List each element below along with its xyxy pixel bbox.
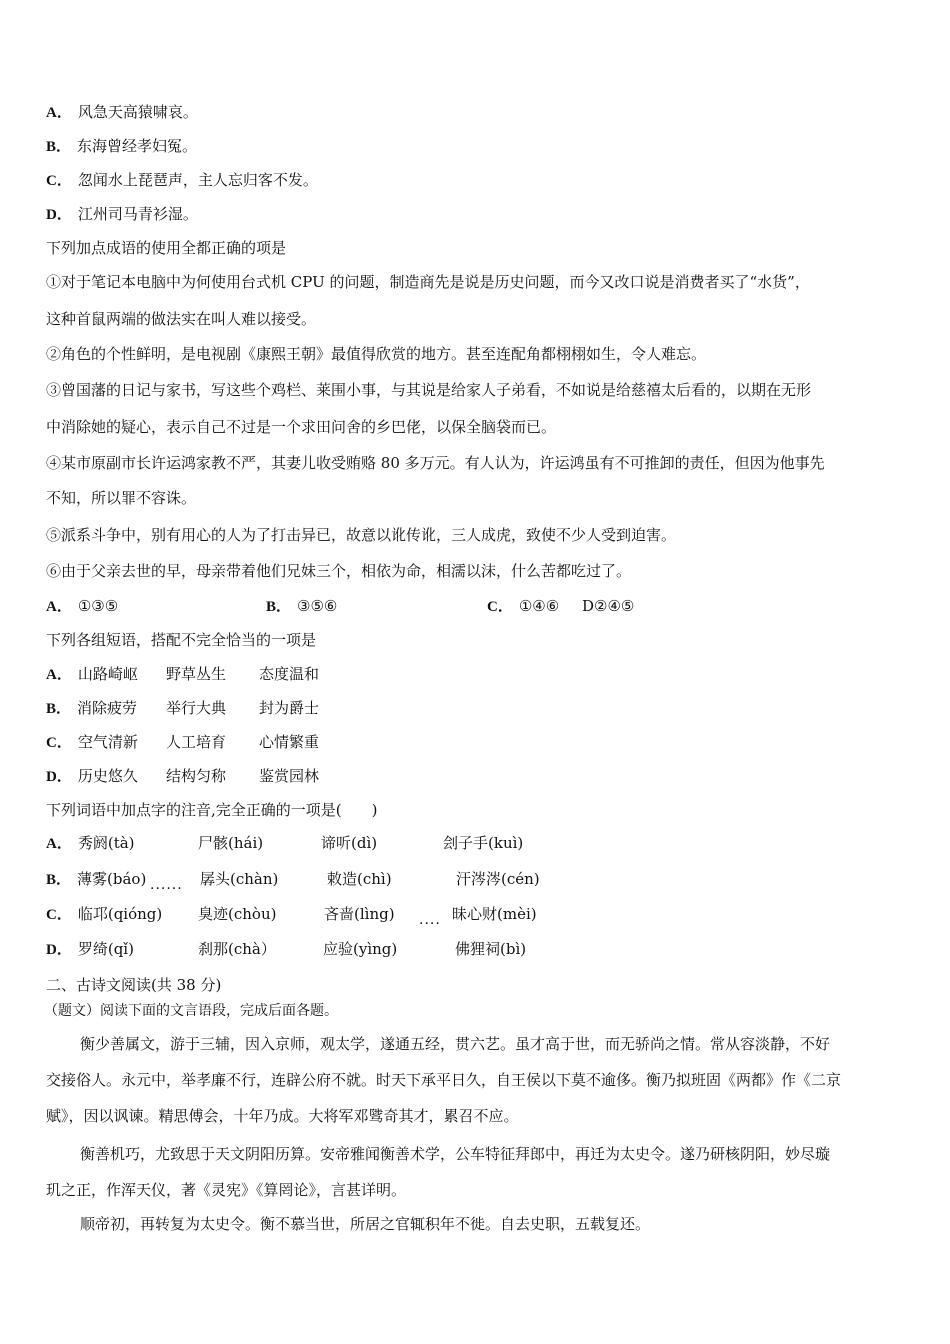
q4-option-d-w3: 应验(yìng): [323, 940, 398, 958]
emphasis-dots: ......: [150, 877, 183, 893]
q4-option-a-w3: 谛听(dì): [321, 834, 378, 852]
q1-option-d: [46, 204, 198, 225]
section-instruction: （题文）阅读下面的文言语段，完成后面各题。: [44, 1003, 338, 1019]
q4-option-c-w3: 吝啬(lìng): [324, 905, 395, 923]
option-text: 江州司马青衫湿。: [77, 205, 198, 223]
q4-option-d-w2: 刹那(chà）: [198, 940, 276, 958]
q3-option-c: C． 空气清新: [46, 733, 138, 751]
q2-option-a: A． ①③⑤: [46, 597, 119, 615]
q3-option-c-w2: 人工培育: [166, 733, 227, 751]
q2-item-5: ⑤派系斗争中，别有用心的人为了打击异已，故意以讹传讹，三人成虎，致使不少人受到迫害。: [46, 526, 677, 544]
q2-option-b: B． ③⑤⑥: [266, 597, 338, 615]
q3-option-b-w2: 举行大典: [166, 699, 227, 717]
passage-p2-l2: 玑之正，作浑天仪，著《灵宪》《算罔论》，言甚详明。: [46, 1181, 407, 1199]
option-letter: C．: [46, 173, 72, 189]
option-letter: B．: [46, 139, 72, 155]
q4-option-b: B． 薄雾(báo): [46, 870, 147, 888]
q4-option-a: A． 秀阏(tà): [46, 834, 135, 852]
emphasis-dots: ....: [419, 912, 441, 928]
q3-option-b: B． 消除疲劳: [46, 699, 138, 717]
passage-p1-l1: 衡少善属文，游于三辅，因入京师，观太学，遂通五经，贯六艺。虽才高于世，而无骄尚之情。常从容淡静，不好: [80, 1035, 831, 1053]
q4-option-b-w2: 孱头(chàn): [200, 870, 279, 888]
q3-option-d-w2: 结构匀称: [166, 767, 227, 785]
option-text: 东海曾经孝妇冤。: [77, 137, 198, 155]
q2-option-c: C． ①④⑥: [487, 597, 560, 615]
q1-option-c: [46, 170, 318, 191]
q3-option-d-w3: 鉴赏园林: [259, 767, 320, 785]
q4-option-a-w2: 尸骸(hái): [198, 834, 264, 852]
q4-stem: 下列词语中加点字的注音,完全正确的一项是( ): [46, 801, 378, 819]
q4-option-d: D． 罗绮(qǐ): [46, 940, 134, 958]
q2-item-1: ①对于笔记本电脑中为何使用台式机 CPU 的问题，制造商先是说是历史问题，而今又改口说是消费者买了“水货”，: [46, 273, 810, 291]
q2-item-4-cont: 不知，所以罪不容诛。: [46, 489, 197, 507]
q4-option-d-w4: 佛狸祠(bì): [455, 940, 527, 958]
q2-stem: 下列加点成语的使用全都正确的项是: [46, 239, 287, 257]
q3-option-a-w3: 态度温和: [259, 665, 320, 683]
q1-option-b: [46, 136, 197, 157]
q2-item-4: ④某市原副市长许运鸿家教不严，其妻儿收受贿赂 80 多万元。有人认为，许运鸿虽有不可推卸的责任，但因为他事先: [46, 454, 825, 472]
q3-option-d: D． 历史悠久: [46, 767, 138, 785]
q2-item-2: ②角色的个性鲜明，是电视剧《康熙王朝》最值得欣赏的地方。甚至连配角都栩栩如生，令人难忘。: [46, 345, 707, 363]
q2-item-6: ⑥由于父亲去世的早，母亲带着他们兄妹三个，相依为命，相濡以沫，什么苦都吃过了。: [46, 562, 632, 580]
section-heading: 二、古诗文阅读(共 38 分): [46, 976, 222, 994]
q3-option-b-w3: 封为爵士: [259, 699, 320, 717]
passage-p1-l3: 赋》，因以讽谏。精思傅会，十年乃成。大将军邓骘奇其才，累召不应。: [46, 1107, 519, 1125]
q3-option-c-w3: 心情繁重: [259, 733, 320, 751]
passage-p2-l1: 衡善机巧，尤致思于天文阴阳历算。安帝雅闻衡善术学，公车特征拜郎中，再迁为太史令。遂乃研核阴阳，妙尽璇: [80, 1145, 831, 1163]
q2-item-3: ③曾国藩的日记与家书，写这些个鸡栏、莱围小事，与其说是给家人子弟看，不如说是给慈禧太后看的，以期在无形: [46, 381, 812, 399]
q2-item-1-cont: 这种首鼠两端的做法实在叫人难以接受。: [46, 310, 317, 328]
q2-item-3-cont: 中消除她的疑心，表示自己不过是一个求田问舍的乡巴佬，以保全脑袋而已。: [46, 418, 557, 436]
q3-stem: 下列各组短语，搭配不完全恰当的一项是: [46, 631, 317, 649]
q4-option-a-w4: 刽子手(kuì): [443, 834, 524, 852]
q1-option-a: [46, 102, 198, 123]
q3-option-a: A． 山路崎岖: [46, 665, 138, 683]
passage-p1-l2: 交接俗人。永元中，举孝廉不行，连辟公府不就。时天下承平日久，自王侯以下莫不逾侈。衡乃拟班固《两都》作《二京: [46, 1071, 842, 1089]
q3-option-a-w2: 野草丛生: [166, 665, 227, 683]
q4-option-b-w3: 敕造(chì): [327, 870, 392, 888]
passage-p3-l1: 顺帝初，再转复为太史令。衡不慕当世，所居之官辄积年不徙。自去史职，五载复还。: [80, 1215, 651, 1233]
q4-option-b-w4: 汗涔涔(cén): [456, 870, 540, 888]
q2-option-d: D②④⑤: [582, 597, 635, 615]
option-letter: A．: [46, 105, 72, 121]
q4-option-c-w4: 昧心财(mèi): [452, 905, 537, 923]
option-text: 忽闻水上琵琶声，主人忘归客不发。: [77, 171, 318, 189]
option-letter: D．: [46, 207, 72, 223]
option-text: 风急天高猿啸哀。: [77, 103, 198, 121]
q4-option-c: C． 临邛(qióng): [46, 905, 163, 923]
q4-option-c-w2: 臭迹(chòu): [198, 905, 277, 923]
